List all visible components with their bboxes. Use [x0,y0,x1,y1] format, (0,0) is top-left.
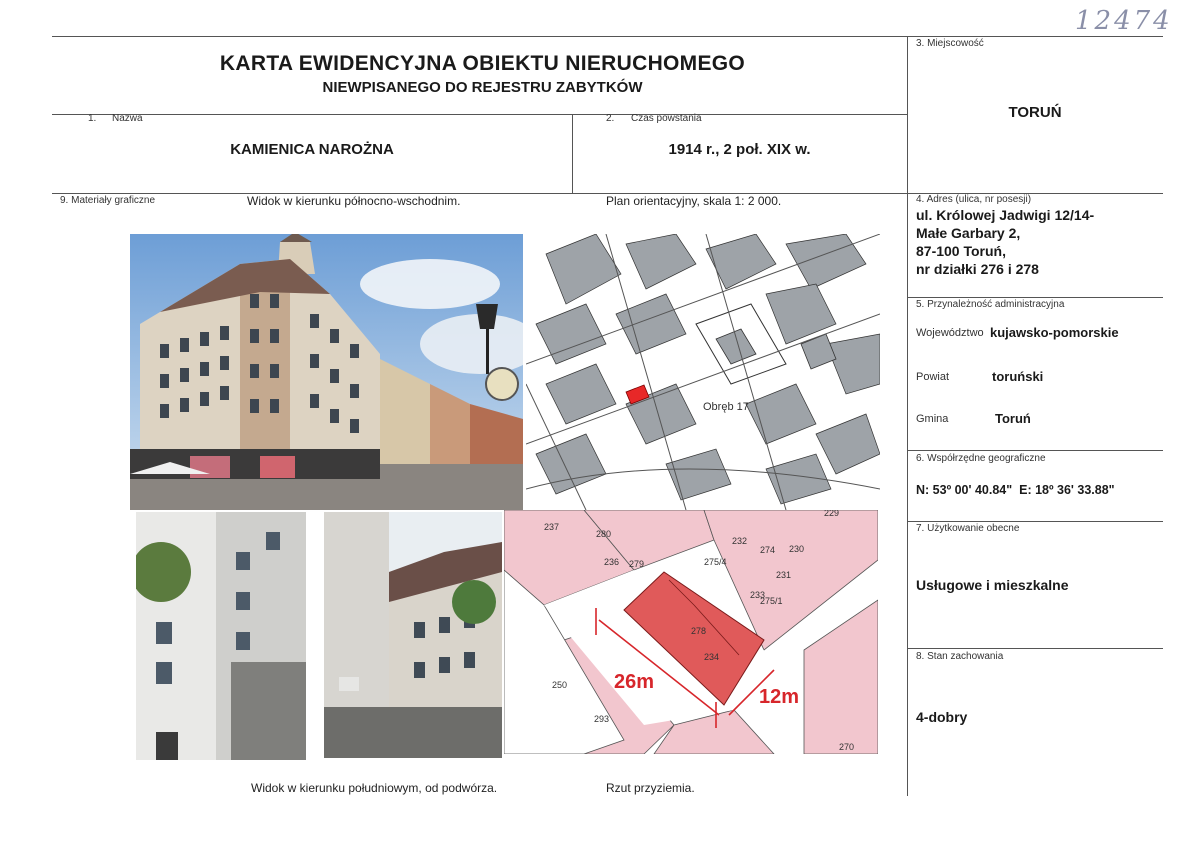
cadastral-map-illustration [526,234,880,510]
caption-map: Plan orientacyjny, skala 1: 2 000. [606,194,782,208]
name-label-number: 1. [88,113,97,124]
address-line-4: nr działki 276 i 278 [916,261,1039,277]
grid-line-coords-top [907,450,1163,451]
address-line-2: Małe Garbary 2, [916,225,1021,241]
admin-label: 5. Przynależność administracyjna [916,299,1065,310]
county-value: toruński [992,369,1044,384]
condition-value: 4-dobry [916,709,968,725]
parcel-label: 279 [629,559,645,569]
parcel-label: 236 [604,557,620,567]
handwritten-registry-number: 12474 [1075,6,1173,36]
date-value: 1914 r., 2 poł. XIX w. [668,141,811,158]
parcel-label: 274 [760,545,776,555]
parcel-label: 233 [750,590,766,600]
parcel-label: 280 [596,529,612,539]
coords-value: N: 53º 00' 40.84" E: 18º 36' 33.88" [916,483,1115,497]
coords-label: 6. Współrzędne geograficzne [916,453,1046,464]
parcel-label: 229 [824,510,840,518]
commune-value: Toruń [995,411,1031,426]
photo-street-illustration [130,234,523,510]
grid-line-admin-top [907,297,1163,298]
document-title: KARTA EWIDENCYJNA OBIEKTU NIERUCHOMEGO [219,52,746,75]
condition-label: 8. Stan zachowania [916,651,1004,662]
usage-label: 7. Użytkowanie obecne [916,523,1020,534]
caption-ground-plan: Rzut przyziemia. [606,781,695,795]
parcel-label: 231 [776,570,792,580]
parcel-label: 230 [789,544,805,554]
address-label: 4. Adres (ulica, nr posesji) [916,194,1032,205]
document-subtitle: NIEWPISANEGO DO REJESTRU ZABYTKÓW [322,79,643,96]
grid-line-right-column [907,36,908,796]
date-label: Czas powstania [631,113,702,124]
photo-street-northeast [130,234,523,510]
orientation-map [526,234,880,510]
address-line-3: 87-100 Toruń, [916,243,1006,259]
grid-line-usage-top [907,521,1163,522]
caption-photo-yard: Widok w kierunku południowym, od podwórza. [251,781,498,795]
parcel-label: 250 [552,680,568,690]
usage-value: Usługowe i mieszkalne [916,577,1069,593]
parcel-label: 275/1 [760,596,783,606]
plan-dimension-long: 26m [614,671,655,693]
grid-line-name-top [52,114,907,115]
name-value: KAMIENICA NAROŻNA [230,141,394,158]
photo-courtyard-left [136,512,306,760]
ground-plan-illustration [504,510,878,754]
name-label: Nazwa [112,113,143,124]
parcel-label: 270 [839,742,855,752]
grid-line-condition-top [907,648,1163,649]
locality-value: TORUŃ [1008,104,1062,121]
voivodeship-value: kujawsko-pomorskie [990,325,1119,340]
locality-label: 3. Miejscowość [916,38,984,49]
address-line-1: ul. Królowej Jadwigi 12/14- [916,207,1095,223]
courtyard-left-illustration [136,512,306,760]
parcel-label: 232 [732,536,748,546]
county-label: Powiat [916,371,950,383]
caption-photo-main: Widok w kierunku północno-wschodnim. [247,194,461,208]
date-label-number: 2. [606,113,615,124]
map-district-label: Obręb 17 [703,401,749,413]
commune-label: Gmina [916,413,949,425]
photo-courtyard-right [324,512,502,758]
ground-plan [504,510,878,754]
grid-line-top [52,36,1163,37]
parcel-label: 234 [704,652,720,662]
plan-dimension-short: 12m [759,686,800,708]
parcel-label: 278 [691,626,707,636]
graphics-label: 9. Materiały graficzne [60,195,156,206]
parcel-label: 237 [544,522,560,532]
courtyard-right-illustration [324,512,502,758]
voivodeship-label: Województwo [916,327,984,339]
parcel-label: 293 [594,714,610,724]
parcel-label: 275/4 [704,557,727,567]
